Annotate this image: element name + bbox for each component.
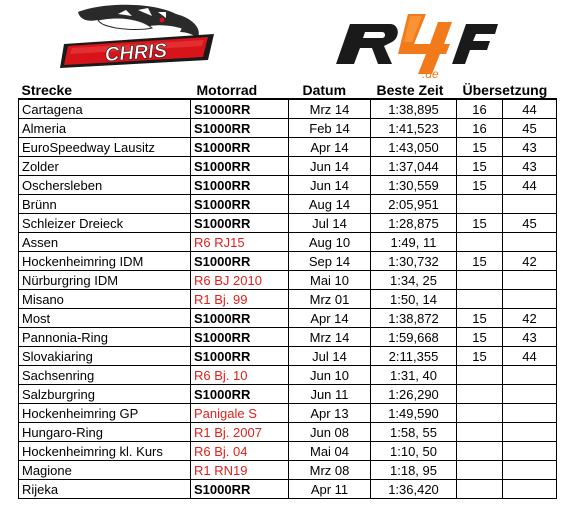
cell-beste-zeit: 1:38,895 — [371, 99, 457, 119]
cell-strecke: Most — [19, 309, 191, 328]
cell-strecke: Sachsenring — [19, 366, 191, 385]
cell-kettenrad — [503, 290, 557, 309]
cell-motorrad: R1 Bj. 99 — [191, 290, 289, 309]
cell-kettenrad: 45 — [503, 119, 557, 138]
column-header-motorrad: Motorrad — [196, 82, 258, 98]
cell-ritzel: 16 — [457, 99, 503, 119]
cell-ritzel — [457, 290, 503, 309]
cell-motorrad: S1000RR — [191, 214, 289, 233]
table-row — [19, 290, 557, 309]
table-row — [19, 233, 557, 252]
cell-ritzel — [457, 366, 503, 385]
cell-beste-zeit: 1:49,590 — [371, 404, 457, 423]
lap-times-sheet — [18, 80, 556, 499]
cell-strecke: Almeria — [19, 119, 191, 138]
cell-datum: Jun 10 — [289, 366, 371, 385]
cell-datum: Mrz 14 — [289, 99, 371, 119]
cell-strecke: Rijeka — [19, 480, 191, 499]
cell-datum: Apr 11 — [289, 480, 371, 499]
cell-kettenrad — [503, 385, 557, 404]
table-row — [19, 271, 557, 290]
table-row — [19, 99, 557, 119]
cell-ritzel — [457, 461, 503, 480]
table-row — [19, 480, 557, 499]
cell-motorrad: R1 Bj. 2007 — [191, 423, 289, 442]
table-row — [19, 423, 557, 442]
cell-strecke: Zolder — [19, 157, 191, 176]
cell-beste-zeit: 1:43,050 — [371, 138, 457, 157]
cell-strecke: EuroSpeedway Lausitz — [19, 138, 191, 157]
table-row — [19, 442, 557, 461]
cell-datum: Jul 14 — [289, 347, 371, 366]
cell-beste-zeit: 1:49, 11 — [371, 233, 457, 252]
cell-kettenrad: 43 — [503, 157, 557, 176]
cell-motorrad: S1000RR — [191, 119, 289, 138]
table-row — [19, 157, 557, 176]
cell-beste-zeit: 1:36,420 — [371, 480, 457, 499]
cell-strecke: Pannonia-Ring — [19, 328, 191, 347]
cell-beste-zeit: 1:18, 95 — [371, 461, 457, 480]
cell-beste-zeit: 2:11,355 — [371, 347, 457, 366]
cell-ritzel: 16 — [457, 119, 503, 138]
cell-kettenrad — [503, 233, 557, 252]
cell-ritzel — [457, 385, 503, 404]
cell-ritzel: 15 — [457, 328, 503, 347]
cell-strecke: Magione — [19, 461, 191, 480]
cell-kettenrad — [503, 195, 557, 214]
cell-ritzel: 15 — [457, 252, 503, 271]
cell-strecke: Oschersleben — [19, 176, 191, 195]
cell-motorrad: S1000RR — [191, 480, 289, 499]
cell-datum: Mrz 01 — [289, 290, 371, 309]
cell-beste-zeit: 1:34, 25 — [371, 271, 457, 290]
cell-motorrad: S1000RR — [191, 252, 289, 271]
cell-beste-zeit: 1:59,668 — [371, 328, 457, 347]
cell-datum: Sep 14 — [289, 252, 371, 271]
lap-times-table — [18, 80, 557, 499]
cell-kettenrad: 43 — [503, 328, 557, 347]
cell-beste-zeit: 1:38,872 — [371, 309, 457, 328]
cell-strecke: Brünn — [19, 195, 191, 214]
cell-kettenrad — [503, 480, 557, 499]
cell-kettenrad — [503, 404, 557, 423]
cell-kettenrad: 44 — [503, 176, 557, 195]
cell-ritzel: 15 — [457, 347, 503, 366]
table-row — [19, 252, 557, 271]
cell-motorrad: R6 BJ 2010 — [191, 271, 289, 290]
table-row — [19, 366, 557, 385]
table-row — [19, 119, 557, 138]
cell-datum: Aug 14 — [289, 195, 371, 214]
cell-datum: Jun 11 — [289, 385, 371, 404]
table-row — [19, 404, 557, 423]
cell-datum: Feb 14 — [289, 119, 371, 138]
cell-motorrad: R6 Bj. 04 — [191, 442, 289, 461]
table-header-row — [19, 80, 557, 99]
cell-strecke: Schleizer Dreieck — [19, 214, 191, 233]
cell-datum: Mai 04 — [289, 442, 371, 461]
cell-datum: Aug 10 — [289, 233, 371, 252]
cell-datum: Apr 14 — [289, 309, 371, 328]
cell-beste-zeit: 1:30,559 — [371, 176, 457, 195]
cell-ritzel: 15 — [457, 214, 503, 233]
column-header-datum: Datum — [302, 82, 347, 98]
table-row — [19, 461, 557, 480]
cell-kettenrad — [503, 442, 557, 461]
cell-strecke: Nürburgring IDM — [19, 271, 191, 290]
cell-strecke: Salzburgring — [19, 385, 191, 404]
cell-kettenrad: 42 — [503, 252, 557, 271]
cell-beste-zeit: 1:50, 14 — [371, 290, 457, 309]
svg-text:.de: .de — [422, 67, 439, 78]
column-header-strecke: Strecke — [21, 82, 73, 98]
cell-strecke: Hockenheimring GP — [19, 404, 191, 423]
cell-ritzel: 15 — [457, 176, 503, 195]
cell-beste-zeit: 1:31, 40 — [371, 366, 457, 385]
cell-beste-zeit: 1:58, 55 — [371, 423, 457, 442]
cell-datum: Jun 14 — [289, 157, 371, 176]
svg-text:CHRIS: CHRIS — [104, 39, 168, 67]
cell-ritzel — [457, 233, 503, 252]
cell-strecke: Assen — [19, 233, 191, 252]
cell-beste-zeit: 1:26,290 — [371, 385, 457, 404]
cell-datum: Mai 10 — [289, 271, 371, 290]
cell-kettenrad: 44 — [503, 99, 557, 119]
cell-motorrad: S1000RR — [191, 347, 289, 366]
cell-kettenrad — [503, 461, 557, 480]
cell-ritzel: 15 — [457, 309, 503, 328]
cell-ritzel — [457, 423, 503, 442]
cell-beste-zeit: 1:37,044 — [371, 157, 457, 176]
cell-ritzel — [457, 271, 503, 290]
r4f-logo-icon — [330, 8, 500, 78]
cell-motorrad: S1000RR — [191, 309, 289, 328]
cell-datum: Jun 08 — [289, 423, 371, 442]
cell-kettenrad: 42 — [503, 309, 557, 328]
table-row — [19, 176, 557, 195]
cell-ritzel — [457, 195, 503, 214]
cell-kettenrad — [503, 423, 557, 442]
cell-ritzel — [457, 442, 503, 461]
cell-beste-zeit: 1:28,875 — [371, 214, 457, 233]
table-row — [19, 328, 557, 347]
cell-beste-zeit: 2:05,951 — [371, 195, 457, 214]
header-logos — [0, 0, 567, 80]
cell-strecke: Hockenheimring kl. Kurs — [19, 442, 191, 461]
cell-kettenrad: 44 — [503, 347, 557, 366]
cell-beste-zeit: 1:41,523 — [371, 119, 457, 138]
cell-motorrad: S1000RR — [191, 157, 289, 176]
cell-motorrad: R1 RN19 — [191, 461, 289, 480]
cell-motorrad: S1000RR — [191, 328, 289, 347]
eagle-chris-logo-icon — [58, 4, 218, 78]
cell-datum: Mrz 14 — [289, 328, 371, 347]
cell-kettenrad — [503, 366, 557, 385]
cell-strecke: Hungaro-Ring — [19, 423, 191, 442]
table-body — [19, 99, 557, 499]
cell-datum: Mrz 08 — [289, 461, 371, 480]
cell-strecke: Misano — [19, 290, 191, 309]
cell-motorrad: S1000RR — [191, 138, 289, 157]
cell-kettenrad: 43 — [503, 138, 557, 157]
cell-datum: Apr 14 — [289, 138, 371, 157]
cell-datum: Jul 14 — [289, 214, 371, 233]
cell-motorrad: S1000RR — [191, 195, 289, 214]
cell-strecke: Hockenheimring IDM — [19, 252, 191, 271]
cell-motorrad: R6 RJ15 — [191, 233, 289, 252]
cell-kettenrad: 45 — [503, 214, 557, 233]
cell-ritzel — [457, 404, 503, 423]
cell-motorrad: S1000RR — [191, 385, 289, 404]
table-row — [19, 347, 557, 366]
cell-strecke: Slovakiaring — [19, 347, 191, 366]
cell-motorrad: Panigale S — [191, 404, 289, 423]
cell-ritzel: 15 — [457, 157, 503, 176]
cell-motorrad: R6 Bj. 10 — [191, 366, 289, 385]
cell-datum: Jun 14 — [289, 176, 371, 195]
table-row — [19, 385, 557, 404]
cell-strecke: Cartagena — [19, 99, 191, 119]
cell-beste-zeit: 1:30,732 — [371, 252, 457, 271]
table-row — [19, 214, 557, 233]
table-row — [19, 309, 557, 328]
cell-motorrad: S1000RR — [191, 99, 289, 119]
cell-ritzel — [457, 480, 503, 499]
table-row — [19, 195, 557, 214]
column-header-beste-zeit: Beste Zeit — [376, 82, 444, 98]
cell-kettenrad — [503, 271, 557, 290]
cell-motorrad: S1000RR — [191, 176, 289, 195]
cell-ritzel: 15 — [457, 138, 503, 157]
column-header-uebersetzung: Übersetzung — [462, 82, 548, 98]
table-row — [19, 138, 557, 157]
cell-beste-zeit: 1:10, 50 — [371, 442, 457, 461]
cell-datum: Apr 13 — [289, 404, 371, 423]
